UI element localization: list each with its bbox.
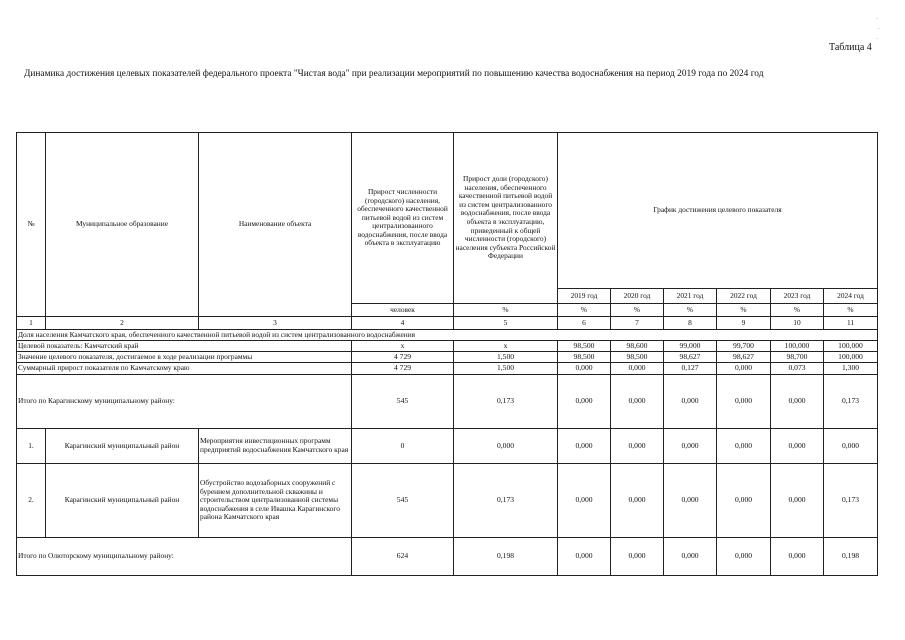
unit-percent: %	[611, 304, 664, 317]
cell-value: 0,000	[771, 429, 824, 464]
cell-value: 545	[352, 464, 454, 538]
unit-percent: %	[558, 304, 611, 317]
unit-percent: %	[454, 304, 558, 317]
cell-value: 0,000	[664, 538, 717, 576]
table-row	[17, 375, 878, 429]
cell-value: 0,000	[771, 375, 824, 429]
column-number: 9	[717, 317, 771, 330]
cell-value: 0,000	[558, 538, 611, 576]
cell-value: 0,000	[611, 538, 664, 576]
cell-value: 0,000	[717, 538, 771, 576]
cell-value: 0,000	[558, 464, 611, 538]
cell-value: 99,000	[664, 341, 717, 352]
column-number: 6	[558, 317, 611, 330]
header-increase-population: Прирост численности (городского) населения, обеспеченного качественной питьевой водой из систем централизованного водоснабжения, после ввода объекта в эксплуатацию	[352, 133, 454, 304]
cell-value: 1,500	[454, 363, 558, 375]
header-year-2022: 2022 год	[717, 289, 771, 304]
cell-value: 0,000	[558, 429, 611, 464]
header-year-2021: 2021 год	[664, 289, 717, 304]
column-number: 4	[352, 317, 454, 330]
column-number: 7	[611, 317, 664, 330]
cell-value: 100,000	[824, 341, 878, 352]
cell-value: 624	[352, 538, 454, 576]
cell-value: 0,000	[717, 375, 771, 429]
header-year-2019: 2019 год	[558, 289, 611, 304]
column-number-row	[17, 317, 878, 330]
header-year-2024: 2024 год	[824, 289, 878, 304]
header-year-2023: 2023 год	[771, 289, 824, 304]
row-municipality: Карагинский муниципальный район	[46, 429, 199, 464]
cell-value: 0,000	[717, 363, 771, 375]
header-year-2020: 2020 год	[611, 289, 664, 304]
section-title: Доля населения Камчатского края, обеспеченного качественной питьевой водой из систем централизованного водоснабжения	[17, 330, 878, 341]
cell-value: 0,000	[771, 464, 824, 538]
cell-value: 0,000	[717, 429, 771, 464]
cell-value: x	[352, 341, 454, 352]
cell-value: 0,000	[611, 429, 664, 464]
cell-value: 0,198	[824, 538, 878, 576]
cell-value: 0	[352, 429, 454, 464]
cell-value: 98,627	[664, 352, 717, 363]
cell-value: 99,700	[717, 341, 771, 352]
scan-specks: · · ·	[876, 15, 881, 43]
cell-value: 98,500	[558, 352, 611, 363]
cell-value: 4 729	[352, 363, 454, 375]
row-label: Значение целевого показателя, достигаемое в ходе реализации программы	[17, 352, 352, 363]
cell-value: 98,500	[611, 352, 664, 363]
cell-value: 98,627	[717, 352, 771, 363]
column-number: 11	[824, 317, 878, 330]
indicator-table	[16, 132, 878, 576]
cell-value: 0,000	[771, 538, 824, 576]
cell-value: 545	[352, 375, 454, 429]
row-label: Целевой показатель: Камчатский край	[17, 341, 352, 352]
column-number: 2	[46, 317, 199, 330]
row-object: Мероприятия инвестиционных программ предприятий водоснабжения Камчатского края	[199, 429, 352, 464]
cell-value: 100,000	[771, 341, 824, 352]
cell-value: 4 729	[352, 352, 454, 363]
header-no: №	[17, 133, 46, 317]
cell-value: 0,000	[824, 429, 878, 464]
cell-value: 98,500	[558, 341, 611, 352]
row-label: Итого по Карагинскому муниципальному району:	[17, 375, 352, 429]
header-increase-share: Прирост доли (городского) населения, обеспеченного качественной питьевой водой из систем централизованного водоснабжения, после ввода объекта в эксплуатацию, приведенный к общей численности (городского) населения субъекта Российской Федерации	[454, 133, 558, 304]
cell-value: 98,700	[771, 352, 824, 363]
row-number: 1.	[17, 429, 46, 464]
cell-value: 0,000	[664, 464, 717, 538]
header-municipality: Муниципальное образование	[46, 133, 199, 317]
cell-value: 0,173	[454, 375, 558, 429]
cell-value: 98,600	[611, 341, 664, 352]
column-number: 8	[664, 317, 717, 330]
cell-value: 0,173	[824, 464, 878, 538]
cell-value: 100,000	[824, 352, 878, 363]
row-label: Суммарный прирост показателя по Камчатскому краю	[17, 363, 352, 375]
cell-value: 0,000	[558, 363, 611, 375]
table-row	[17, 538, 878, 576]
cell-value: x	[454, 341, 558, 352]
row-label: Итого по Олюторскому муниципальному району:	[17, 538, 352, 576]
header-schedule: График достижения целевого показателя	[558, 133, 878, 289]
unit-percent: %	[717, 304, 771, 317]
row-municipality: Карагинский муниципальный район	[46, 464, 199, 538]
row-object: Обустройство водозаборных сооружений с бурением дополнительной скважины и строительством централизованной системы водоснабжения в селе Ивашка Карагинского района Камчатского края	[199, 464, 352, 538]
cell-value: 0,000	[611, 375, 664, 429]
cell-value: 0,000	[611, 363, 664, 375]
cell-value: 0,000	[717, 464, 771, 538]
table-row	[17, 363, 878, 375]
unit-percent: %	[664, 304, 717, 317]
table-row	[17, 429, 878, 464]
cell-value: 0,000	[664, 375, 717, 429]
cell-value: 0,127	[664, 363, 717, 375]
unit-percent: %	[824, 304, 878, 317]
cell-value: 0,000	[454, 429, 558, 464]
table-row	[17, 341, 878, 352]
cell-value: 1,300	[824, 363, 878, 375]
column-number: 3	[199, 317, 352, 330]
column-number: 10	[771, 317, 824, 330]
cell-value: 1,500	[454, 352, 558, 363]
cell-value: 0,000	[664, 429, 717, 464]
section-title-row	[17, 330, 878, 341]
document-title: Динамика достижения целевых показателей федерального проекта "Чистая вода" при реализации мероприятий по повышению качества водоснабжения на период 2019 года по 2024 год	[24, 69, 764, 79]
header-object: Наименование объекта	[199, 133, 352, 317]
cell-value: 0,073	[771, 363, 824, 375]
cell-value: 0,173	[454, 464, 558, 538]
unit-percent: %	[771, 304, 824, 317]
cell-value: 0,000	[558, 375, 611, 429]
row-number: 2.	[17, 464, 46, 538]
cell-value: 0,000	[611, 464, 664, 538]
table-row	[17, 464, 878, 538]
column-number: 5	[454, 317, 558, 330]
unit-people: человек	[352, 304, 454, 317]
table-row	[17, 352, 878, 363]
column-number: 1	[17, 317, 46, 330]
table-label: Таблица 4	[829, 42, 872, 53]
cell-value: 0,198	[454, 538, 558, 576]
cell-value: 0,173	[824, 375, 878, 429]
